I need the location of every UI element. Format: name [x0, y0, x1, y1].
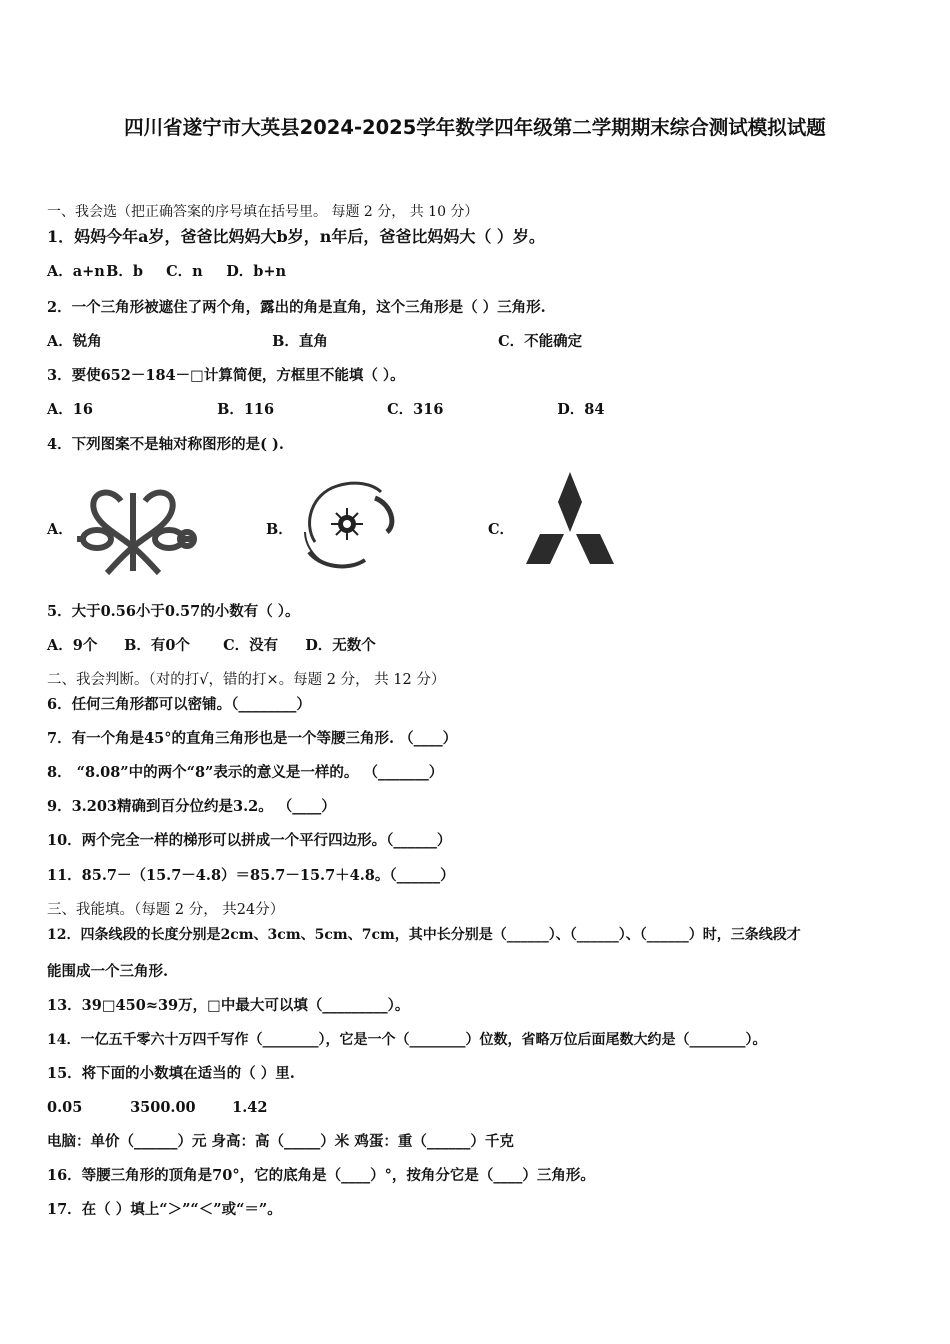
question-17: 17．在（ ）填上“＞”“＜”或“＝”。 — [47, 1201, 282, 1218]
option-a: A．9个 — [47, 637, 98, 654]
option-d: D．b+n — [226, 263, 287, 280]
option-a: A．a+n — [47, 263, 105, 280]
option-c: C．不能确定 — [498, 333, 583, 350]
question-3-options — [47, 400, 604, 420]
option-b: B．直角 — [272, 333, 328, 350]
question-1-options — [47, 262, 286, 282]
option-b: B．116 — [217, 401, 275, 418]
question-9: 9．3.203精确到百分位约是3.2。 （____） — [47, 798, 336, 815]
question-13: 13．39□450≈39万，□中最大可以填（_________）。 — [47, 997, 410, 1014]
option-a: A．锐角 — [47, 333, 102, 350]
question-5: 5．大于0.56小于0.57的小数有（ ）。 — [47, 603, 300, 620]
question-6: 6．任何三角形都可以密铺。（________） — [47, 696, 311, 713]
question-15-blanks: 电脑：单价（______）元 身高：高（_____）米 鸡蛋：重（______）千克 — [47, 1133, 514, 1150]
question-5-options — [47, 636, 376, 656]
option-c: C．n — [166, 263, 203, 280]
question-12-line2: 能围成一个三角形. — [47, 963, 169, 980]
option-c: C．没有 — [223, 637, 279, 654]
number-item: 1.42 — [232, 1099, 268, 1116]
question-12-line1: 12．四条线段的长度分别是2cm、3cm、5cm、7cm，其中长分别是（______）、（______）、（______）时，三条线段才 — [47, 927, 801, 943]
question-3: 3．要使652－184－□计算简便，方框里不能填（ ）。 — [47, 367, 405, 384]
number-item: 3500.00 — [130, 1099, 196, 1116]
figure-c-label: C． — [488, 521, 515, 538]
number-item: 0.05 — [47, 1099, 83, 1116]
three-diamonds-image — [524, 470, 616, 566]
option-a: A．16 — [47, 401, 93, 418]
option-b: B．有0个 — [124, 637, 190, 654]
question-15-numbers — [47, 1098, 267, 1118]
section2-heading: 二、我会判断。（对的打√，错的打×。每题 2 分， 共 12 分） — [47, 672, 446, 688]
knot-figure-image — [75, 483, 200, 575]
figure-a-label: A． — [47, 521, 73, 538]
question-1: 1．妈妈今年a岁，爸爸比妈妈大b岁，n年后，爸爸比妈妈大（ ）岁。 — [47, 227, 545, 246]
section1-heading: 一、我会选（把正确答案的序号填在括号里。 每题 2 分， 共 10 分） — [47, 204, 479, 220]
page-title: 四川省遂宁市大英县2024-2025学年数学四年级第二学期期末综合测试模拟试题 — [124, 116, 826, 139]
option-d: D．无数个 — [305, 637, 376, 654]
question-4: 4．下列图案不是轴对称图形的是( ). — [47, 436, 284, 453]
figure-b-label: B． — [266, 521, 293, 538]
question-2-options — [47, 332, 582, 352]
question-15: 15．将下面的小数填在适当的（ ）里. — [47, 1065, 295, 1082]
rotating-emblem-image — [293, 472, 403, 574]
question-2: 2．一个三角形被遮住了两个角，露出的角是直角，这个三角形是（ ）三角形. — [47, 299, 546, 316]
question-16: 16．等腰三角形的顶角是70°，它的底角是（____）°，按角分它是（____）三角形。 — [47, 1167, 595, 1184]
option-c: C．316 — [387, 401, 444, 418]
question-11: 11．85.7－（15.7－4.8）＝85.7－15.7＋4.8。（______） — [47, 867, 455, 884]
section3-heading: 三、我能填。（每题 2 分， 共24分） — [47, 902, 285, 918]
question-14: 14．一亿五千零六十万四千写作（________），它是一个（________）位数，省略万位后面尾数大约是（________）。 — [47, 1032, 767, 1048]
question-8: 8． “8.08”中的两个“8”表示的意义是一样的。 （_______） — [47, 764, 444, 781]
option-b: B．b — [106, 263, 143, 280]
question-7: 7．有一个角是45°的直角三角形也是一个等腰三角形. （____） — [47, 730, 458, 747]
question-10: 10．两个完全一样的梯形可以拼成一个平行四边形。（______） — [47, 832, 452, 849]
option-d: D．84 — [557, 401, 605, 418]
